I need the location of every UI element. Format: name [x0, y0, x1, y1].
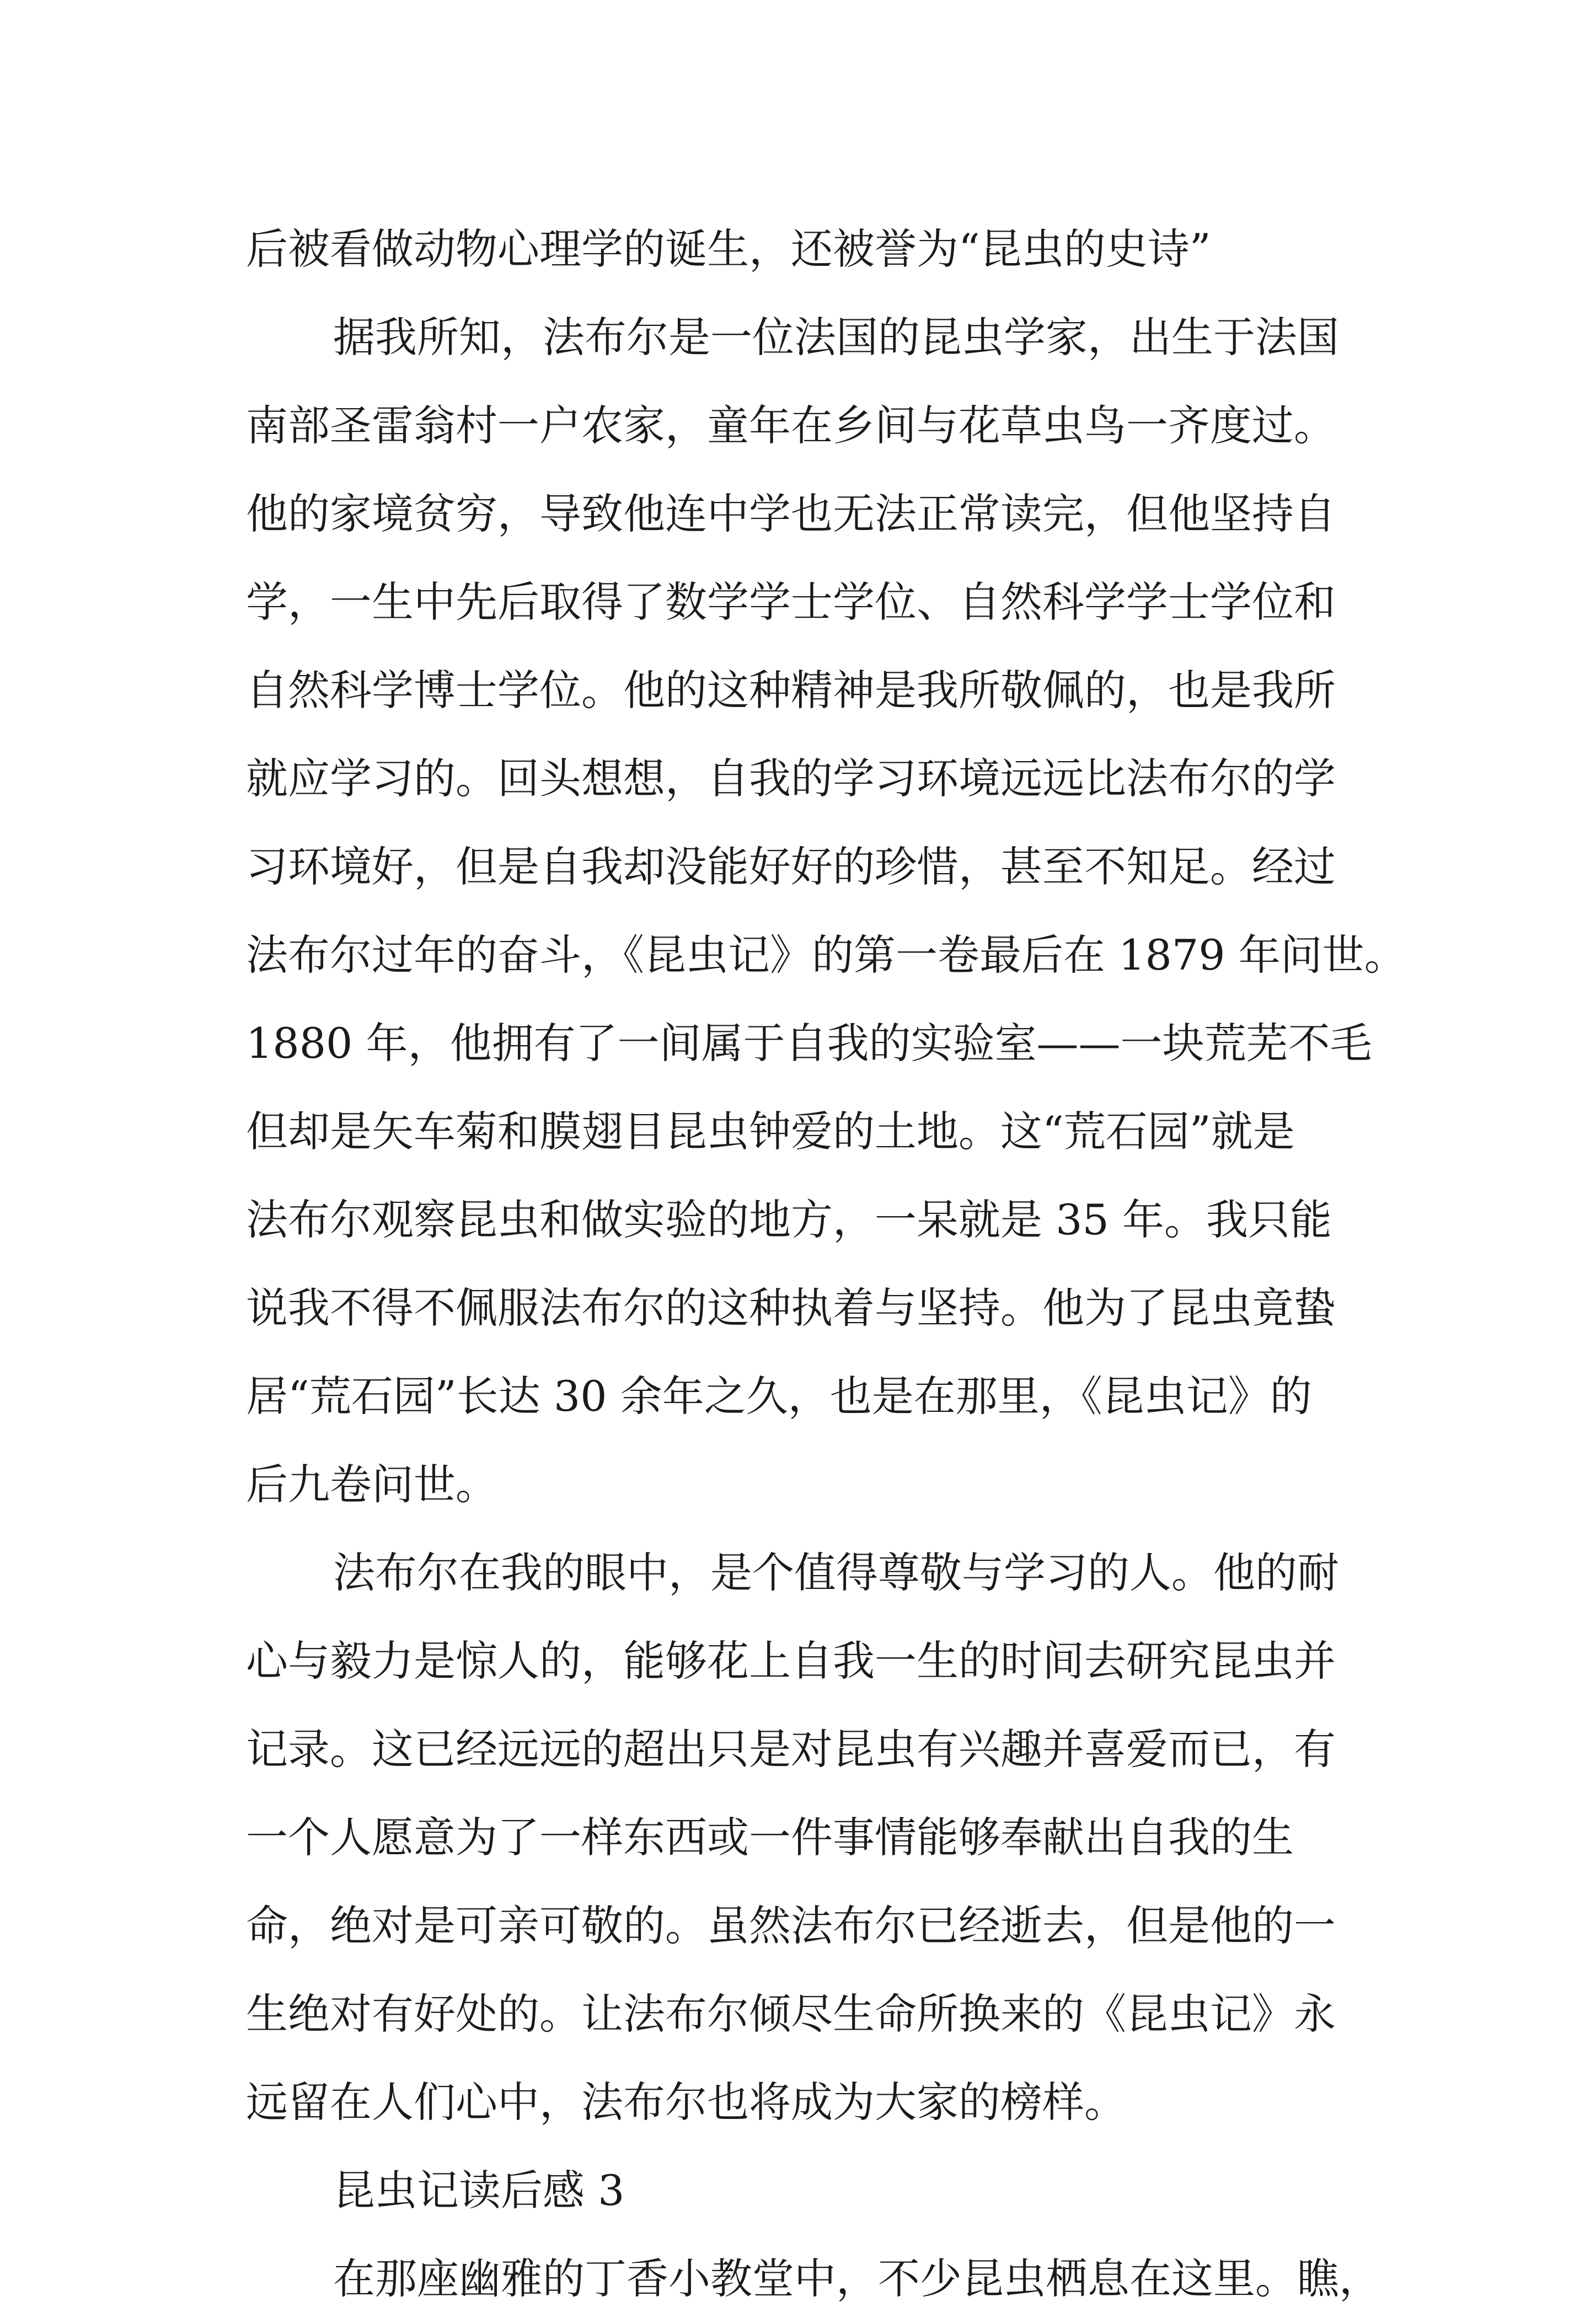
- text-line: 习环境好，但是自我却没能好好的珍惜，甚至不知足。经过: [246, 842, 1336, 891]
- text-line: 记录。这已经远远的超出只是对昆虫有兴趣并喜爱而已，有: [246, 1725, 1336, 1774]
- paragraph-start-line: 在那座幽雅的丁香小教堂中，不少昆虫栖息在这里。瞧，: [333, 2254, 1381, 2303]
- text-line: 说我不得不佩服法布尔的这种执着与坚持。他为了昆虫竟蛰: [246, 1283, 1336, 1332]
- text-line: 生绝对有好处的。让法布尔倾尽生命所换来的《昆虫记》永: [246, 1989, 1336, 2038]
- text-line: 但却是矢车菊和膜翅目昆虫钟爱的土地。这“荒石园”就是: [246, 1107, 1295, 1156]
- text-line: 远留在人们心中，法布尔也将成为大家的榜样。: [246, 2078, 1126, 2127]
- text-line: 法布尔观察昆虫和做实验的地方，一呆就是 35 年。我只能: [246, 1195, 1332, 1244]
- text-line: 他的家境贫穷，导致他连中学也无法正常读完，但他坚持自: [246, 489, 1336, 538]
- text-line: 南部圣雷翁村一户农家，童年在乡间与花草虫鸟一齐度过。: [246, 401, 1336, 450]
- text-line: 命，绝对是可亲可敬的。虽然法布尔已经逝去，但是他的一: [246, 1901, 1336, 1950]
- paragraph-start-line: 据我所知，法布尔是一位法国的昆虫学家，出生于法国: [333, 313, 1339, 362]
- text-line: 1880 年，他拥有了一间属于自我的实验室——一块荒芜不毛: [246, 1019, 1372, 1068]
- document-body: [246, 205, 1406, 2323]
- section-heading: 昆虫记读后感 3: [333, 2166, 625, 2215]
- text-line: 心与毅力是惊人的，能够花上自我一生的时间去研究昆虫并: [246, 1636, 1336, 1685]
- text-line: 就应学习的。回头想想，自我的学习环境远远比法布尔的学: [246, 754, 1336, 803]
- text-line: 一个人愿意为了一样东西或一件事情能够奉献出自我的生: [246, 1813, 1294, 1862]
- paragraph-start-line: 法布尔在我的眼中，是个值得尊敬与学习的人。他的耐: [333, 1548, 1339, 1597]
- text-line: 自然科学博士学位。他的这种精神是我所敬佩的，也是我所: [246, 666, 1336, 715]
- text-line: 后九卷问世。: [246, 1460, 497, 1509]
- text-line: 居“荒石园”长达 30 余年之久，也是在那里，《昆虫记》的: [246, 1372, 1312, 1421]
- text-line: 法布尔过年的奋斗，《昆虫记》的第一卷最后在 1879 年问世。: [246, 930, 1406, 979]
- text-line: 后被看做动物心理学的诞生，还被誉为“昆虫的史诗”: [246, 224, 1211, 274]
- text-line: 学，一生中先后取得了数学学士学位、自然科学学士学位和: [246, 577, 1336, 627]
